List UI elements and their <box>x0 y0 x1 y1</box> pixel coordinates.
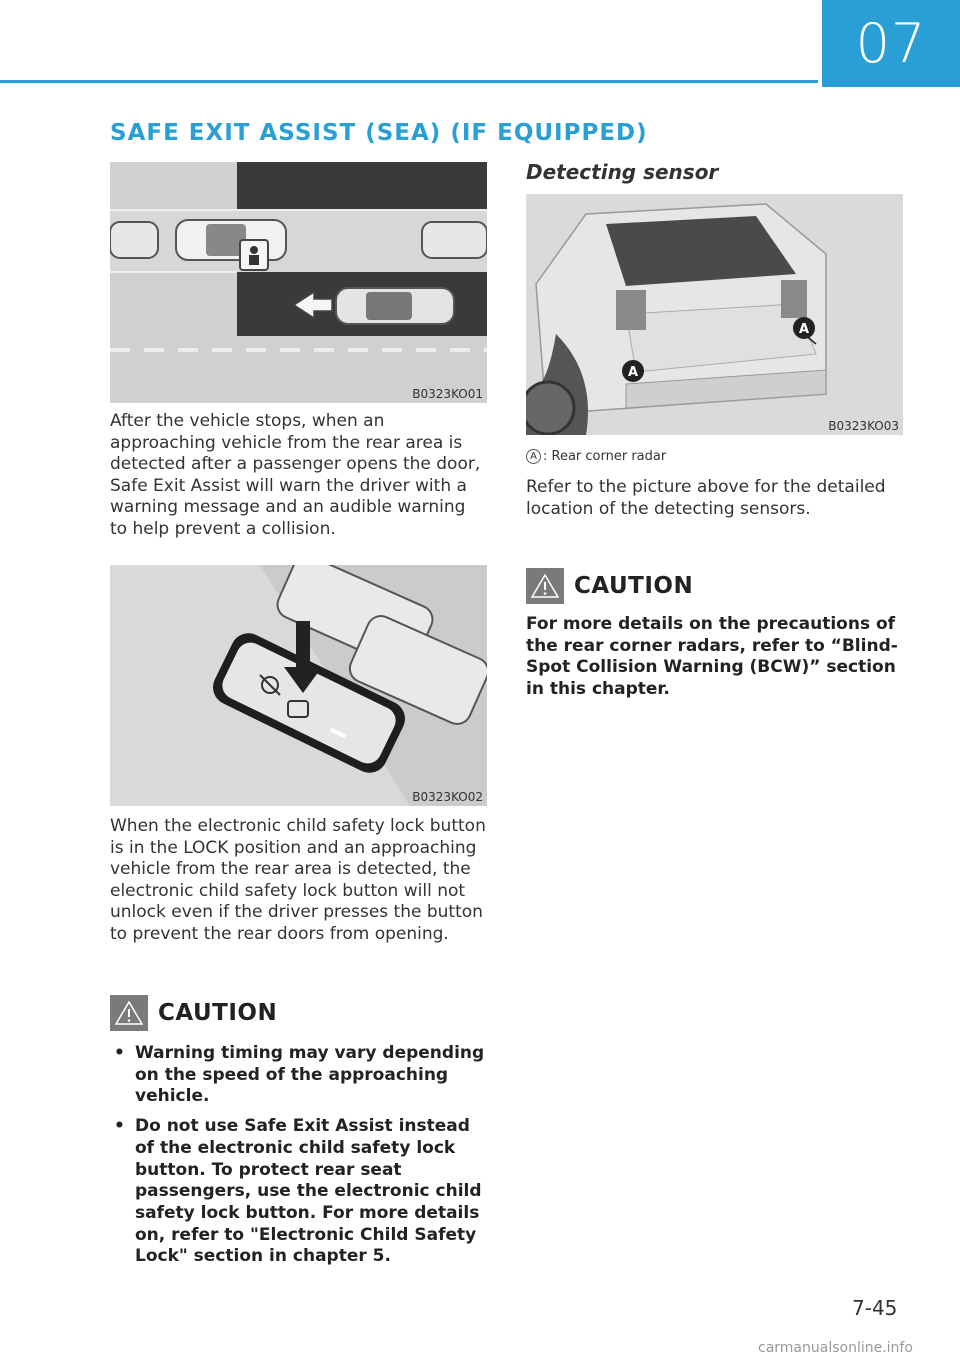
caution-item: • Do not use Safe Exit Assist instead of the electronic child safety lock button. To protect rear seat passengers, use the electronic child safety lock button. For more details on, refer to "Electronic Child Safety Lock" section in chapter 5. <box>110 1116 487 1268</box>
figure-code: B0323KO02 <box>412 790 483 804</box>
caution-heading: CAUTION <box>158 1000 278 1026</box>
traffic-scene-illustration <box>110 162 487 403</box>
caution-heading-row <box>526 568 903 604</box>
caution-list <box>110 1043 487 1268</box>
page-number: 7-45 <box>852 1296 898 1320</box>
caution-box <box>110 995 487 1276</box>
legend-text: : Rear corner radar <box>543 449 667 464</box>
body-paragraph: When the electronic child safety lock button is in the LOCK position and an approaching vehicle from the rear area is detected, the electronic child safety lock button will not unlock even if the driver presses the button to prevent the rear doors from opening. <box>110 816 486 944</box>
chapter-tab <box>822 0 960 87</box>
caution-text: For more details on the precautions of the rear corner radars, refer to “Blind-Spot Collision Warning (BCW)” section in this chapter. <box>526 614 898 700</box>
radar-marker-label: A <box>798 322 810 337</box>
body-paragraph: Refer to the picture above for the detailed location of the detecting sensors. <box>526 477 886 519</box>
legend-letter: A <box>526 449 541 464</box>
figure-child-lock-button <box>110 565 487 806</box>
warning-triangle-icon <box>110 995 148 1031</box>
rear-corner-radar-illustration <box>526 194 903 435</box>
figure-code: B0323KO01 <box>412 387 483 401</box>
figure-code: B0323KO03 <box>828 419 899 433</box>
caution-heading-row <box>110 995 487 1031</box>
caution-box <box>526 568 903 701</box>
radar-marker-label: A <box>627 365 639 380</box>
section-title: SAFE EXIT ASSIST (SEA) (IF EQUIPPED) <box>110 120 648 146</box>
figure-legend <box>526 449 666 464</box>
figure-traffic-scene <box>110 162 487 403</box>
watermark: carmanualsonline.info <box>758 1340 913 1356</box>
figure-rear-corner-radar <box>526 194 903 435</box>
warning-triangle-icon <box>526 568 564 604</box>
child-lock-button-illustration <box>110 565 487 806</box>
subheading-detecting-sensor: Detecting sensor <box>526 160 719 184</box>
chapter-number: 07 <box>855 12 927 75</box>
caution-heading: CAUTION <box>574 573 694 599</box>
body-paragraph: After the vehicle stops, when an approaching vehicle from the rear area is detected after a passenger opens the door, Safe Exit Assist will warn the driver with a warning message and an audible warning to help prevent a collision. <box>110 411 481 539</box>
header-rule <box>0 80 818 83</box>
caution-item: • Warning timing may vary depending on the speed of the approaching vehicle. <box>110 1043 487 1108</box>
